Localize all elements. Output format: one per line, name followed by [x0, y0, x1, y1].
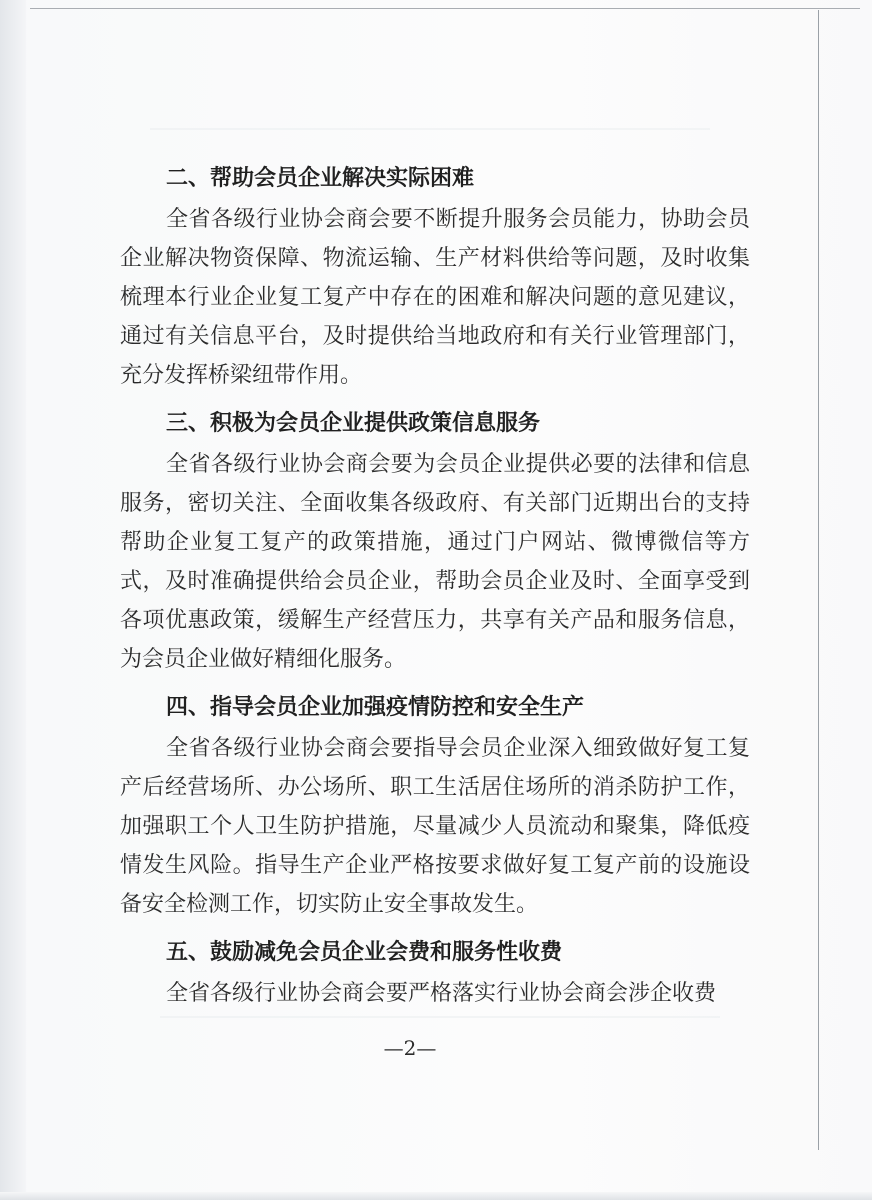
section-body-3: 全省各级行业协会商会要为会员企业提供必要的法律和信息服务，密切关注、全面收集各级政府、有关部门近期出台的支持帮助企业复工复产的政策措施，通过门户网站、微博微信等方式，及时准确提供给会员企业，帮助会员企业及时、全面享受到各项优惠政策，缓解生产经营压力，共享有关产品和服务信息，为会员企业做好精细化服务。 [120, 452, 750, 672]
scan-left-shadow [0, 0, 26, 1200]
bleed-through-line [160, 1016, 720, 1018]
scan-bottom-shadow [0, 1192, 872, 1200]
scan-top-edge [30, 8, 860, 9]
page-number: —2— [383, 1036, 437, 1060]
scan-right-edge [818, 10, 819, 1150]
section-body-4: 全省各级行业协会商会要指导会员企业深入细致做好复工复产后经营场所、办公场所、职工生活居住场所的消杀防护工作，加强职工个人卫生防护措施，尽量减少人员流动和聚集，降低疫情发生风险。指导生产企业严格按要求做好复工复产前的设施设备安全检测工作，切实防止安全事故发生。 [120, 736, 750, 917]
section-heading-4: 四、指导会员企业加强疫情防控和安全生产 [166, 695, 585, 720]
document-body [120, 150, 750, 1013]
section-heading-3: 三、积极为会员企业提供政策信息服务 [166, 411, 541, 436]
section-body-2: 全省各级行业协会商会要不断提升服务会员能力，协助会员企业解决物资保障、物流运输、生产材料供给等问题，及时收集梳理本行业企业复工复产中存在的困难和解决问题的意见建议，通过有关信息平台，及时提供给当地政府和有关行业管理部门，充分发挥桥梁纽带作用。 [120, 207, 750, 388]
section-heading-2: 二、帮助会员企业解决实际困难 [166, 166, 475, 191]
section-body-5: 全省各级行业协会商会要严格落实行业协会商会涉企收费 [166, 981, 717, 1006]
section-heading-5: 五、鼓励减免会员企业会费和服务性收费 [166, 940, 563, 965]
bleed-through-line [150, 128, 710, 130]
